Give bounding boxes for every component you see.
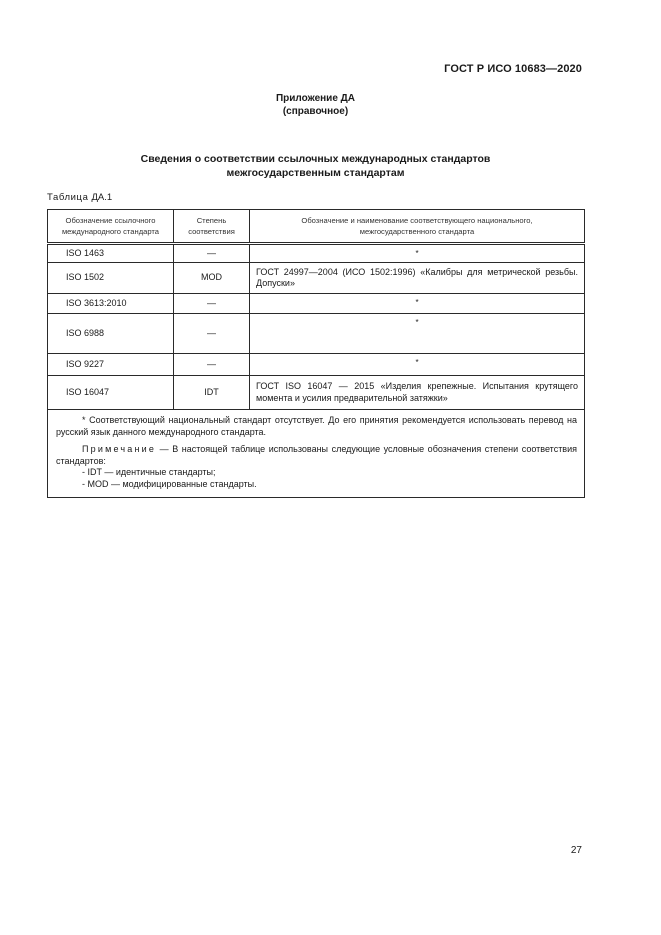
- header-ref-standard-line1: Обозначение ссылочного: [65, 216, 156, 225]
- note-item-mod: - MOD — модифицированные стандарты.: [82, 478, 257, 489]
- cell-degree: —: [174, 294, 250, 314]
- cell-ref: ISO 1502: [48, 263, 174, 294]
- cell-national: *: [250, 354, 585, 376]
- table-header-row: [48, 210, 585, 244]
- note-label: Примечание: [82, 444, 157, 454]
- note-item-idt: - IDT — идентичные стандарты;: [82, 467, 216, 477]
- header-degree-line2: соответствия: [188, 227, 235, 236]
- header-ref-standard: [48, 210, 174, 244]
- table-row: [48, 263, 585, 294]
- cell-national: *: [250, 294, 585, 314]
- cell-national: *: [250, 314, 585, 354]
- correspondence-table: [47, 209, 585, 498]
- cell-national: ГОСТ ISO 16047 — 2015 «Изделия крепежные. Испытания крутящего момента и усилия предварительной затяжки»: [250, 376, 585, 410]
- cell-ref: ISO 16047: [48, 376, 174, 410]
- table-footnote-cell: [48, 410, 585, 498]
- header-national-line2: межгосударственного стандарта: [359, 227, 475, 236]
- cell-ref: ISO 9227: [48, 354, 174, 376]
- header-national-line1: Обозначение и наименование соответствующего национального,: [301, 216, 533, 225]
- table-footer-row: [48, 410, 585, 498]
- cell-degree: —: [174, 354, 250, 376]
- cell-degree: IDT: [174, 376, 250, 410]
- header-ref-standard-line2: международного стандарта: [61, 227, 160, 236]
- cell-degree: MOD: [174, 263, 250, 294]
- cell-degree: —: [174, 244, 250, 263]
- section-title: [0, 153, 631, 180]
- section-title-line1: Сведения о соответствии ссылочных международных стандартов: [140, 153, 491, 165]
- header-national-standard: [250, 210, 585, 244]
- table-row: [48, 354, 585, 376]
- note-paragraph: [56, 444, 577, 467]
- cell-ref: ISO 6988: [48, 314, 174, 354]
- section-title-line2: межгосударственным стандартам: [226, 166, 405, 179]
- cell-national: *: [250, 244, 585, 263]
- annex-title: Приложение ДА: [275, 93, 356, 104]
- table-row: [48, 376, 585, 410]
- annex-subtitle: (справочное): [282, 106, 349, 117]
- note-text: — В настоящей таблице использованы следующие условные обозначения степени соответствия стандартов:: [56, 444, 577, 466]
- table-row: [48, 244, 585, 263]
- header-degree-line1: Степень: [196, 216, 227, 225]
- cell-ref: ISO 3613:2010: [48, 294, 174, 314]
- table-row: [48, 314, 585, 354]
- cell-degree: —: [174, 314, 250, 354]
- table-caption-word: Таблица: [47, 192, 89, 203]
- footnote-text: * Соответствующий национальный стандарт отсутствует. До его принятия рекомендуется использовать перевод на русский язык данного международного стандарта.: [56, 415, 577, 437]
- table-row: [48, 294, 585, 314]
- table-caption-number: ДА.1: [91, 192, 113, 203]
- cell-national: ГОСТ 24997—2004 (ИСО 1502:1996) «Калибры для метрической резьбы. Допуски»: [250, 263, 585, 294]
- page-number: 27: [570, 845, 582, 856]
- cell-ref: ISO 1463: [48, 244, 174, 263]
- header-degree: [174, 210, 250, 244]
- annex-heading: [0, 92, 631, 118]
- document-code: ГОСТ Р ИСО 10683—2020: [444, 63, 582, 75]
- table-caption: [47, 192, 112, 203]
